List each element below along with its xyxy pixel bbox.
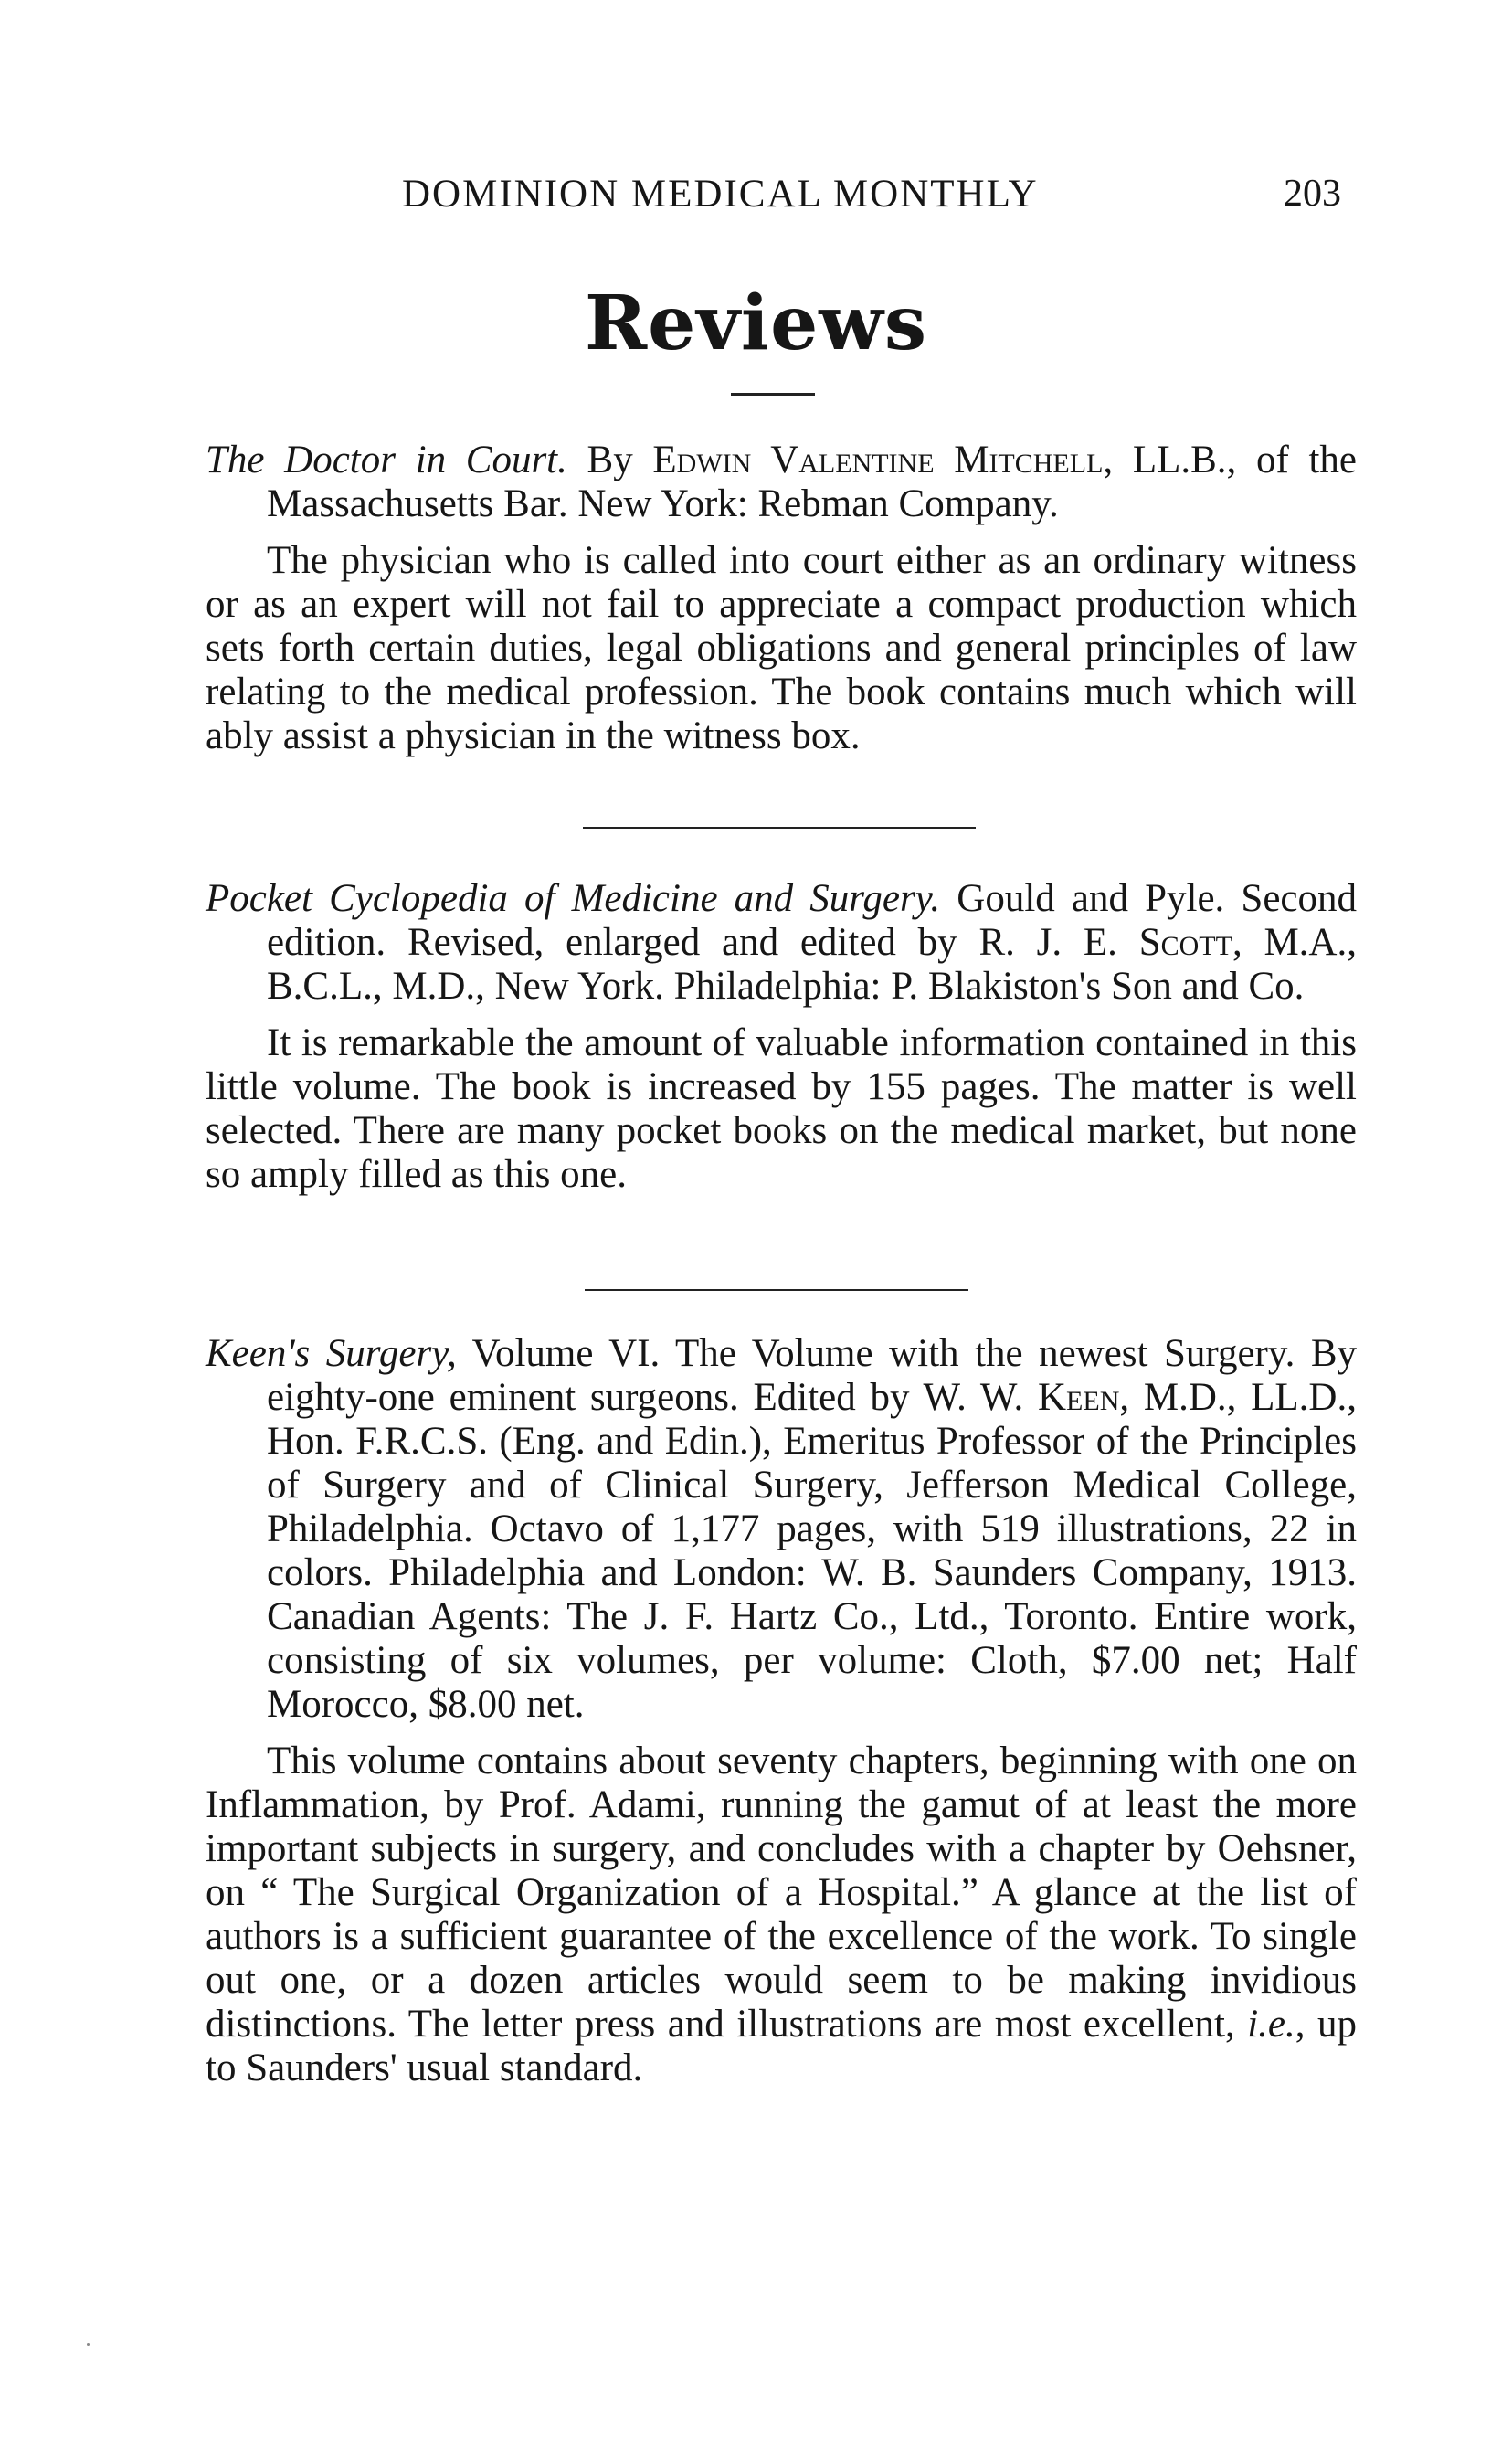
review-body [206,1740,1357,2090]
review-doctor-in-court [206,439,1357,758]
review-pocket-cyclopedia [206,877,1357,1197]
running-title: DOMINION MEDICAL MONTHLY [402,173,1039,216]
running-header [0,172,1512,217]
book-title: Keen's Surgery, [206,1332,457,1375]
review-citation [206,1332,1357,1727]
review-body: It is remarkable the amount of valuable information contained in this little volume. The book is increased by 155 pages. The matter is well selected. There are many pocket books on the medical market, but none so amply filled as this one. [206,1021,1357,1196]
separator-rule [583,827,976,829]
review-body-end: , up to Saunders' usual standard. [206,2003,1357,2089]
heading-rule [731,393,815,396]
review-keens-surgery [206,1332,1357,2090]
citation-details: , M.D., LL.D., Hon. F.R.C.S. (Eng. and Edin.), Emeritus Professor of the Principles of Surgery and of Clinical Surgery, Jefferson Medical College, Philadelphia. Octavo of 1,177 pages, with 519 illustrations, 22 in colors. Philadelphia and London: W. B. Saunders Company, 1913. Canadian Agents: The J. F. Hartz Co., Ltd., Toronto. Entire work, consisting of six volumes, per volume: Cloth, $7.00 net; Half Morocco, $8.00 net. [267,1376,1357,1726]
citation-details: Volume VI. The Volume with the newest Surgery. By eighty-one eminent surgeons. Edited by W. W. [267,1332,1358,1419]
book-title: The Doctor in Court. [206,439,567,481]
book-title: Pocket Cyclopedia of Medicine and Surgery. [206,877,941,920]
author-name: Scott [1138,921,1232,964]
citation-details: Gould and Pyle. Second edition. Revised, enlarged and edited by R. J. E. [267,877,1357,964]
review-citation [206,439,1357,526]
author-name: Edwin Valentine Mitchell [652,439,1104,481]
page-number: 203 [1284,173,1341,215]
author-name: Keen [1037,1376,1120,1419]
review-citation [206,877,1357,1009]
citation-details: , LL.B., of the Massachusetts Bar. New York: Rebman Company. [267,439,1357,525]
separator-rule [585,1289,968,1291]
citation-by: By [566,439,653,481]
scan-speck [87,2343,90,2346]
abbreviation: i.e. [1247,2003,1295,2046]
review-body-text: This volume contains about seventy chapters, beginning with one on Inflammation, by Prof. Adami, running the gamut of at least the more important subjects in surgery, and concludes with a chapter by Oehsner, on “ The Surgical Organization of a Hospital.” A glance at the list of authors is a sufficient guarantee of the excellence of the work. To single out one, or a dozen articles would seem to be making invidious distinctions. The letter press and illustrations are most excellent, [206,1740,1357,2046]
citation-details: , M.A., B.C.L., M.D., New York. Philadelphia: P. Blakiston's Son and Co. [267,921,1357,1008]
section-heading: Reviews [584,280,928,367]
review-body: The physician who is called into court either as an ordinary witness or as an expert will not fail to appreciate a compact production which sets forth certain duties, legal obligations and general principles of law relating to the medical profession. The book contains much which will ably assist a physician in the witness box. [206,539,1357,757]
